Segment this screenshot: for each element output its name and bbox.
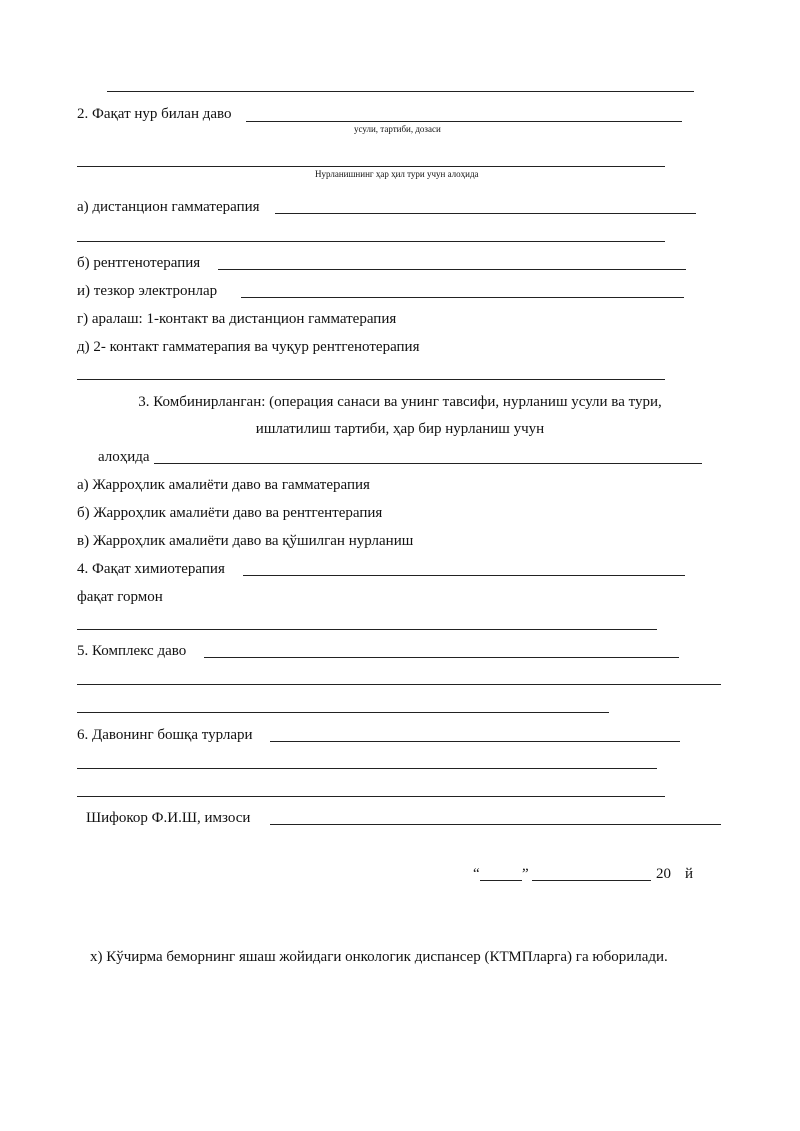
section3-fill-line <box>154 463 702 464</box>
section3-line2: ишлатилиш тартиби, ҳар бир нурланиш учун <box>255 421 545 437</box>
section2-item-g: г) аралаш: 1-контакт ва дистанцион гамматерапия <box>77 311 397 327</box>
section2-heading: 2. Фақат нур билан даво <box>77 106 232 122</box>
blank-line-top <box>107 91 694 92</box>
section3-item-b: б) Жарроҳлик амалиёти даво ва рентгентерапия <box>77 505 383 521</box>
item-i-fill-line <box>241 297 684 298</box>
date-month-line <box>532 880 651 881</box>
blank-line-6a <box>77 768 657 769</box>
section5-heading: 5. Комплекс даво <box>77 643 187 659</box>
blank-line-6b <box>77 796 665 797</box>
footnote: х) Кўчирма беморнинг яшаш жойидаги онкологик диспансер (КТМПларга) га юборилади. <box>90 949 668 965</box>
section2-item-b: б) рентгенотерапия <box>77 255 201 271</box>
section2-sub-caption: усули, тартиби, дозаси <box>354 124 441 134</box>
date-close-quote: ” <box>522 866 529 882</box>
blank-line-2a <box>77 166 665 167</box>
section4-sub: фақат гормон <box>77 589 163 605</box>
blank-line-2c <box>77 379 665 380</box>
section2-sub-caption-2: Нурланишнинг ҳар ҳил тури учун алоҳида <box>315 169 479 179</box>
date-day-line <box>480 880 522 881</box>
section6-fill-line <box>270 741 680 742</box>
date-year-prefix: 20 <box>656 866 671 882</box>
section6-heading: 6. Давонинг бошқа турлари <box>77 727 253 743</box>
section4-fill-line <box>243 575 685 576</box>
section2-fill-line <box>246 121 682 122</box>
blank-line-2b <box>77 241 665 242</box>
section2-item-a: а) дистанцион гамматерапия <box>77 199 260 215</box>
section3-item-a: а) Жарроҳлик амалиёти даво ва гамматерапия <box>77 477 370 493</box>
section5-fill-line <box>204 657 679 658</box>
item-a-fill-line <box>275 213 696 214</box>
section2-item-d: д) 2- контакт гамматерапия ва чуқур рентгенотерапия <box>77 339 420 355</box>
date-year-suffix: й <box>685 866 694 882</box>
signature-fill-line <box>270 824 721 825</box>
section3-line3: алоҳида <box>98 449 150 465</box>
blank-line-4a <box>77 629 657 630</box>
section4-heading: 4. Фақат химиотерапия <box>77 561 225 577</box>
item-b-fill-line <box>218 269 686 270</box>
blank-line-5a <box>77 684 721 685</box>
date-open-quote: “ <box>473 866 480 882</box>
section3-item-v: в) Жарроҳлик амалиёти даво ва қўшилган нурланиш <box>77 533 414 549</box>
section3-line1: 3. Комбинирланган: (операция санаси ва унинг тавсифи, нурланиш усули ва тури, <box>138 394 662 410</box>
signature-label: Шифокор Ф.И.Ш, имзоси <box>86 810 251 826</box>
section2-item-i: и) тезкор электронлар <box>77 283 218 299</box>
blank-line-5b <box>77 712 609 713</box>
